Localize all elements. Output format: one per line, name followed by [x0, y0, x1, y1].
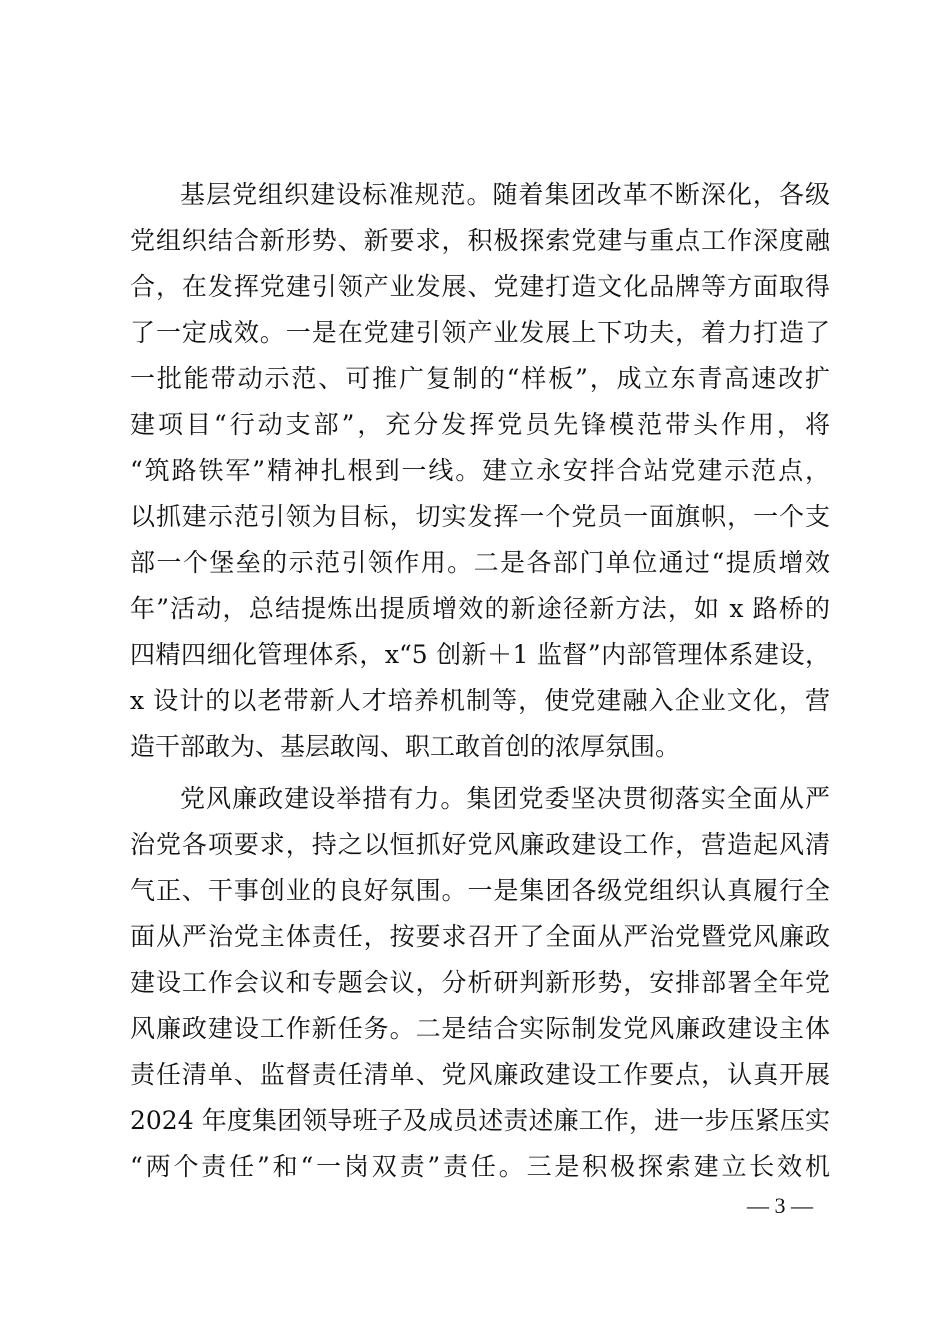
text-line: 造干部敢为、基层敢闯、职工敢首创的浓厚氛围。 — [130, 732, 681, 761]
text-line: 年”活动，总结提炼出提质增效的新途径新方法，如 x 路桥的 — [130, 594, 830, 623]
text-line: “两个责任”和“一岗双责”责任。三是积极探索建立长效机 — [130, 1152, 830, 1181]
text-line: 气正、干事创业的良好氛围。一是集团各级党组织认真履行全 — [130, 876, 830, 905]
text-line: “筑路铁军”精神扎根到一线。建立永安拌合站党建示范点， — [130, 456, 830, 485]
text-line: 风廉政建设工作新任务。二是结合实际制发党风廉政建设主体 — [130, 1014, 830, 1043]
text-line: 面从严治党主体责任，按要求召开了全面从严治党暨党风廉政 — [130, 922, 830, 951]
text-line: 合，在发挥党建引领产业发展、党建打造文化品牌等方面取得 — [130, 272, 830, 301]
text-line: 党组织结合新形势、新要求，积极探索党建与重点工作深度融 — [130, 226, 830, 255]
text-line: 治党各项要求，持之以恒抓好党风廉政建设工作，营造起风清 — [130, 830, 830, 859]
text-line: 以抓建示范引领为目标，切实发挥一个党员一面旗帜，一个支 — [130, 502, 830, 531]
text-line: 党风廉政建设举措有力。集团党委坚决贯彻落实全面从严 — [180, 784, 830, 813]
text-line: 基层党组织建设标准规范。随着集团改革不断深化，各级 — [180, 180, 830, 209]
text-line: 2024 年度集团领导班子及成员述责述廉工作，进一步压紧压实 — [130, 1106, 830, 1135]
text-line: 了一定成效。一是在党建引领产业发展上下功夫，着力打造了 — [130, 318, 830, 347]
text-line: x 设计的以老带新人才培养机制等，使党建融入企业文化，营 — [130, 686, 830, 715]
page-number: — 3 — — [747, 1193, 813, 1218]
text-line: 部一个堡垒的示范引领作用。二是各部门单位通过“提质增效 — [130, 548, 830, 577]
text-line: 一批能带动示范、可推广复制的“样板”，成立东青高速改扩 — [130, 364, 830, 393]
text-line: 建设工作会议和专题会议，分析研判新形势，安排部署全年党 — [130, 968, 830, 997]
text-line: 建项目“行动支部”，充分发挥党员先锋模范带头作用，将 — [130, 410, 830, 439]
text-line: 责任清单、监督责任清单、党风廉政建设工作要点，认真开展 — [130, 1060, 830, 1089]
text-line: 四精四细化管理体系，x“5 创新＋1 监督”内部管理体系建设， — [130, 640, 830, 669]
